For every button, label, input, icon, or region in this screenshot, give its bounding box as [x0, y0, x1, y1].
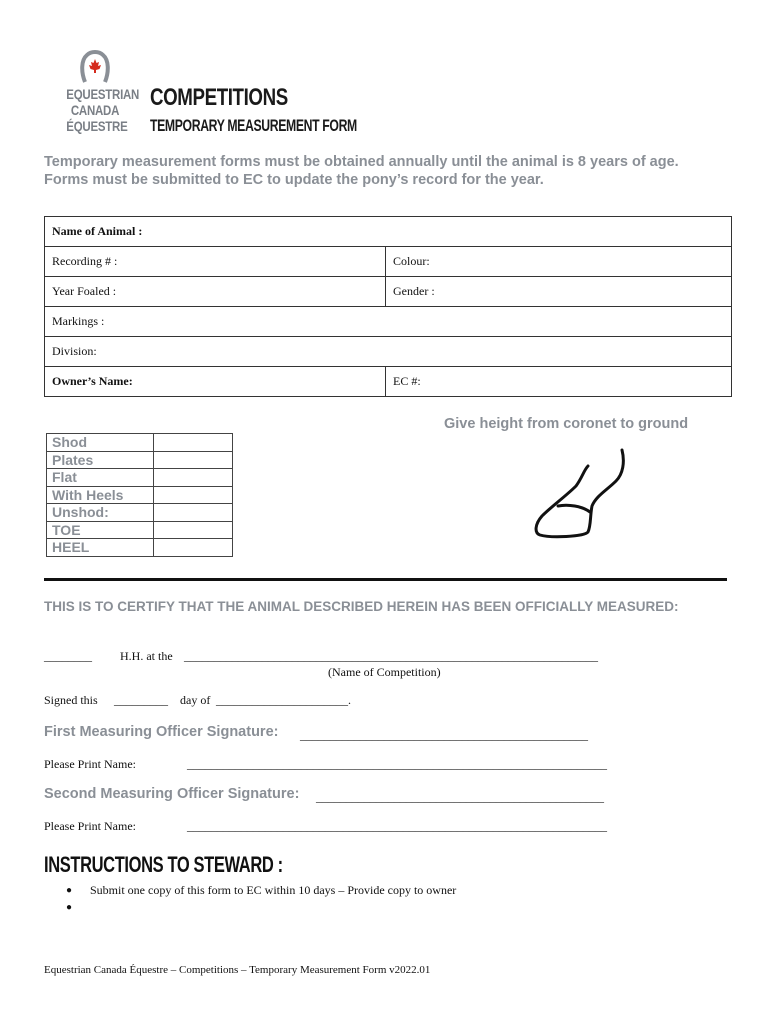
shoe-label-with-heels: With Heels [47, 486, 154, 504]
instructions-list [66, 882, 456, 916]
signed-this-label: Signed this [44, 693, 98, 707]
year-foaled-field[interactable]: Year Foaled : [45, 277, 386, 307]
print-name-1-label: Please Print Name: [44, 757, 136, 771]
second-officer-signature-label: Second Measuring Officer Signature: [44, 786, 300, 802]
day-of-label: day of [180, 693, 211, 707]
logo-line-2: CANADA [70, 102, 120, 118]
instructions-heading: INSTRUCTIONS TO STEWARD : [44, 852, 283, 877]
hh-label: H.H. at the [120, 649, 173, 663]
competition-line[interactable]: _____________________________________________________________________ [184, 649, 598, 663]
shoe-table [46, 433, 233, 557]
list-item [66, 899, 456, 916]
print-name-2-line[interactable]: ______________________________________________________________________ [187, 819, 607, 833]
footer-text: Equestrian Canada Équestre – Competitions – Temporary Measurement Form v2022.01 [44, 964, 431, 976]
shoe-value-shod[interactable] [154, 434, 233, 452]
owners-name-field[interactable]: Owner’s Name: [45, 367, 386, 397]
animal-info-table [44, 216, 732, 397]
recording-field[interactable]: Recording # : [45, 247, 386, 277]
shoe-value-unshod[interactable] [154, 504, 233, 522]
gender-field[interactable]: Gender : [386, 277, 732, 307]
ec-number-field[interactable]: EC #: [386, 367, 732, 397]
shoe-value-flat[interactable] [154, 469, 233, 487]
logo-line-3: ÉQUESTRE [66, 118, 128, 134]
shoe-value-plates[interactable] [154, 451, 233, 469]
first-officer-signature-label: First Measuring Officer Signature: [44, 724, 279, 740]
shoe-label-toe: TOE [47, 521, 154, 539]
section-divider [44, 578, 727, 581]
shoe-label-shod: Shod [47, 434, 154, 452]
print-name-2-label: Please Print Name: [44, 819, 136, 833]
page-title: COMPETITIONS [150, 84, 288, 111]
name-of-animal-field[interactable]: Name of Animal : [45, 217, 732, 247]
shoe-value-toe[interactable] [154, 521, 233, 539]
colour-field[interactable]: Colour: [386, 247, 732, 277]
certify-heading: THIS IS TO CERTIFY THAT THE ANIMAL DESCRIBED HEREIN HAS BEEN OFFICIALLY MEASURED: [44, 599, 679, 614]
first-officer-signature-line[interactable]: ________________________________________________ [300, 728, 588, 742]
print-name-1-line[interactable]: ______________________________________________________________________ [187, 757, 607, 771]
horseshoe-maple-leaf-icon [80, 50, 110, 84]
logo-line-1: EQUESTRIAN [66, 86, 140, 102]
list-item [66, 882, 456, 899]
division-field[interactable]: Division: [45, 337, 732, 367]
markings-field[interactable]: Markings : [45, 307, 732, 337]
intro-text [44, 153, 734, 189]
shoe-label-heel: HEEL [47, 539, 154, 557]
second-officer-signature-line[interactable]: ________________________________________________ [316, 790, 604, 804]
month-blank[interactable]: ______________________. [216, 693, 351, 707]
intro-line-2: Forms must be submitted to EC to update the pony’s record for the year. [44, 172, 544, 188]
hh-blank[interactable]: ________ [44, 649, 92, 663]
shoe-value-with-heels[interactable] [154, 486, 233, 504]
competition-caption: (Name of Competition) [328, 665, 441, 679]
bullet-icon: ● [66, 902, 73, 913]
instruction-text: Submit one copy of this form to EC within 10 days – Provide copy to owner [90, 883, 457, 897]
page-subtitle: TEMPORARY MEASUREMENT FORM [150, 116, 357, 135]
equestrian-canada-logo [60, 50, 140, 134]
signed-day-blank[interactable]: _________ [114, 693, 168, 707]
shoe-label-flat: Flat [47, 469, 154, 487]
shoe-label-unshod: Unshod: [47, 504, 154, 522]
shoe-value-heel[interactable] [154, 539, 233, 557]
bullet-icon: ● [66, 885, 73, 896]
intro-line-1: Temporary measurement forms must be obtained annually until the animal is 8 years of age. [44, 154, 679, 170]
hoof-sketch-icon [530, 448, 630, 543]
shoe-label-plates: Plates [47, 451, 154, 469]
height-note: Give height from coronet to ground [444, 416, 689, 432]
